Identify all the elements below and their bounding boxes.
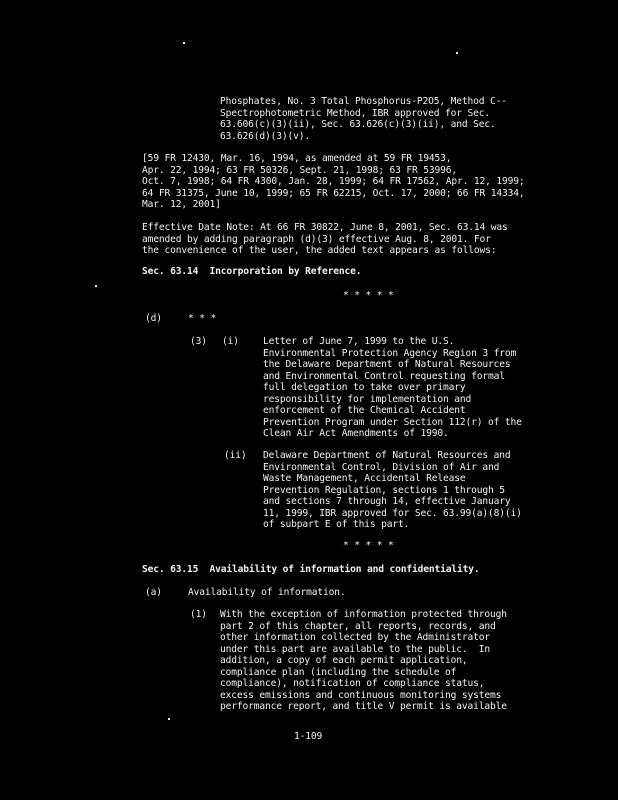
paragraph-3-i-label: (i) bbox=[222, 336, 239, 347]
scan-speck bbox=[456, 52, 458, 54]
paragraph-3-i-text: Letter of June 7, 1999 to the U.S. Environmental Protection Agency Region 3 from the Delaware Department of Natural Resources and Environmental Control requesting formal full delegation to take over primary responsibility for implementation and enforcement of the Chemical Accident Prevention Program under Section 112(r) of the Clean Air Act Amendments of 1990. bbox=[263, 336, 522, 439]
section-heading-63-15: Sec. 63.15 Availability of information and confidentiality. bbox=[142, 564, 480, 575]
citation-bracket: [59 FR 12430, Mar. 16, 1994, as amended at 59 FR 19453, Apr. 22, 1994; 63 FR 50326, Sept. 21, 1998; 63 FR 53996, Oct. 7, 1998; 64 FR 4300, Jan. 28, 1999; 64 FR 17562, Apr. 12, 1999; 64 FR 31375, June 10, 1999; 65 FR 62215, Oct. 17, 2000; 66 FR 14334, Mar. 12, 2001] bbox=[142, 153, 525, 210]
effective-date-note: Effective Date Note: At 66 FR 30822, June 8, 2001, Sec. 63.14 was amended by adding paragraph (d)(3) effective Aug. 8, 2001. For the convenience of the user, the added text appears as follows: bbox=[142, 222, 508, 256]
method-reference-text: Phosphates, No. 3 Total Phosphorus-P2O5, Method C-- Spectrophotometric Method, IBR approved for Sec. 63.606(c)(3)(ii), Sec. 63.626(c)(3)(ii), and Sec. 63.626(d)(3)(v). bbox=[220, 96, 507, 142]
paragraph-1-label: (1) bbox=[190, 609, 207, 620]
page-number: 1-109 bbox=[294, 731, 323, 742]
paragraph-d-stars: * * * bbox=[188, 313, 217, 324]
scan-speck bbox=[183, 42, 185, 44]
paragraph-1-text: With the exception of information protected through part 2 of this chapter, all reports, records, and other information collected by the Administrator under this part are available to the public. In addition, a copy of each permit application, compliance plan (including the schedule of compliance), notification of compliance status, excess emissions and continuous monitoring systems performance report, and title V permit is available bbox=[220, 609, 507, 712]
paragraph-a-text: Availability of information. bbox=[188, 587, 346, 598]
paragraph-3-label: (3) bbox=[190, 336, 207, 347]
paragraph-3-ii-text: Delaware Department of Natural Resources and Environmental Control, Division of Air and Waste Management, Accidental Release Prevention Regulation, sections 1 through 5 and sections 7 through 14, effective January 11, 1999, IBR approved for Sec. 63.99(a)(8)(i) of subpart E of this part. bbox=[263, 450, 522, 530]
paragraph-d-label: (d) bbox=[145, 313, 162, 324]
omission-stars: * * * * * bbox=[343, 290, 394, 301]
section-heading-63-14: Sec. 63.14 Incorporation by Reference. bbox=[142, 266, 362, 277]
paragraph-a-label: (a) bbox=[145, 587, 162, 598]
scan-speck bbox=[168, 718, 170, 720]
scan-speck bbox=[95, 285, 97, 287]
paragraph-3-ii-label: (ii) bbox=[224, 450, 247, 461]
omission-stars: * * * * * bbox=[343, 540, 394, 551]
